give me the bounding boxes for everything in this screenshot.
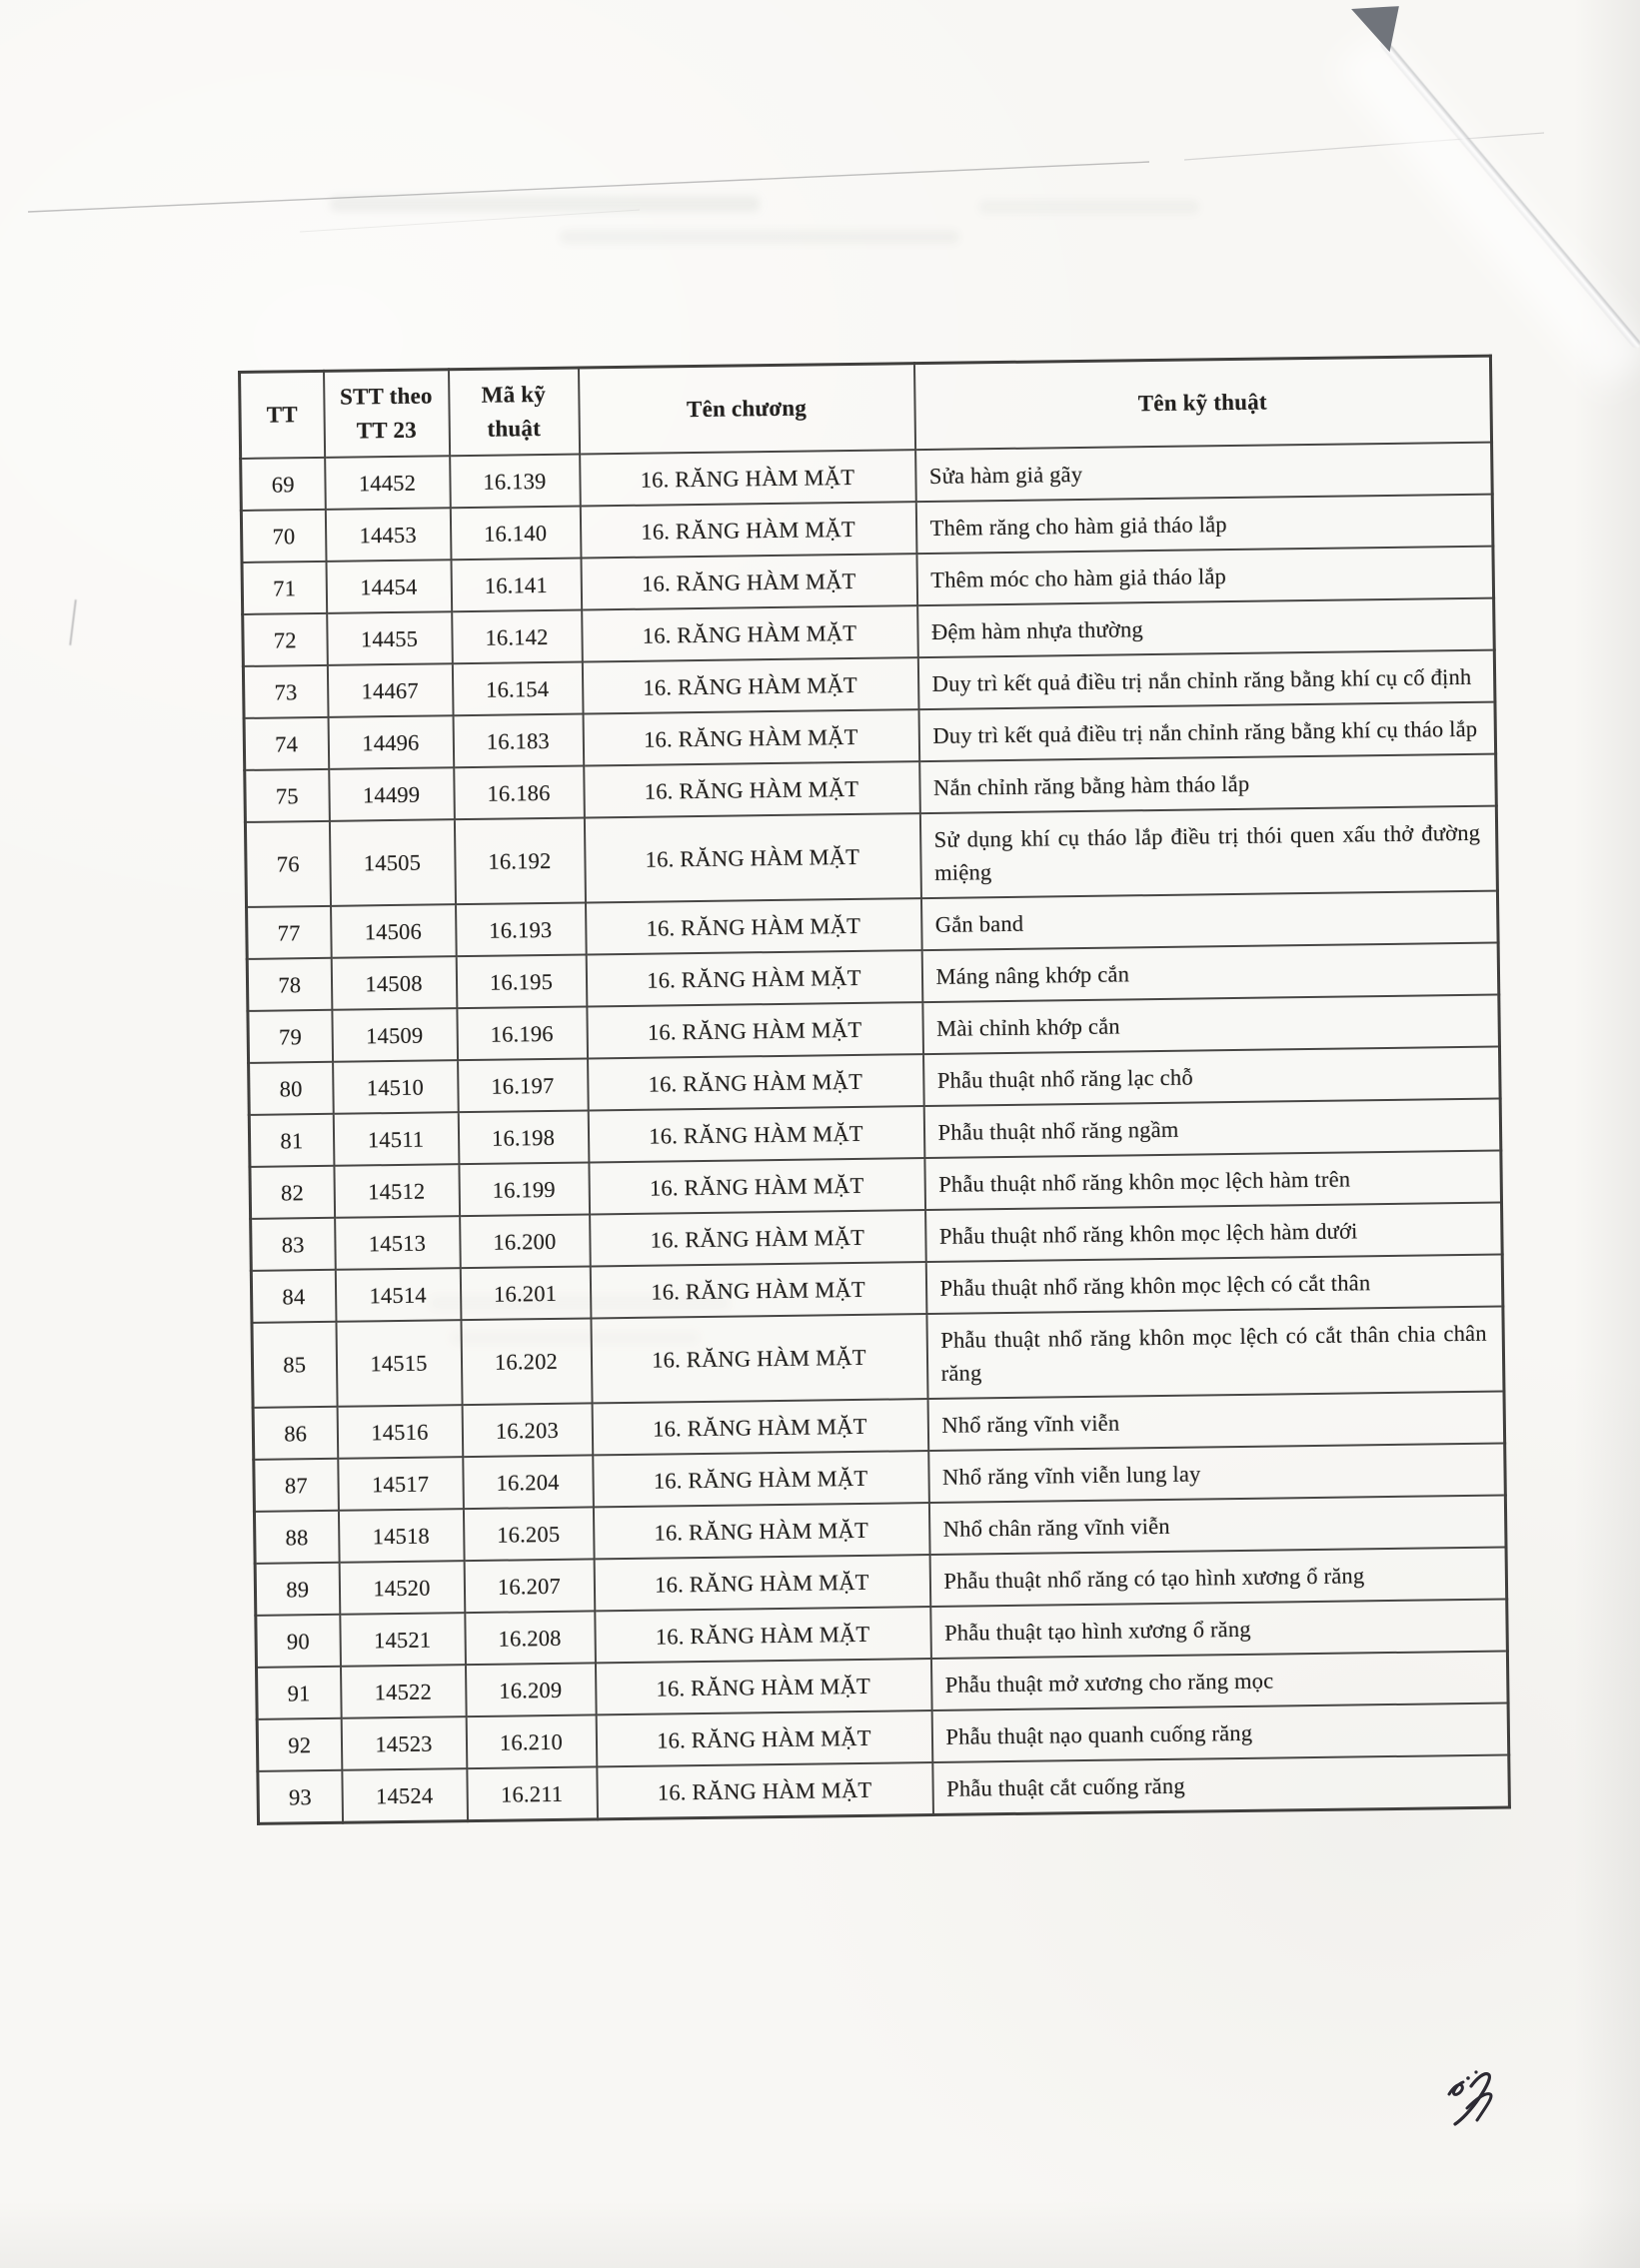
cell-stt-theo-tt23: 14516	[337, 1405, 463, 1459]
cell-ma-ky-thuat: 16.139	[450, 455, 581, 509]
cell-ten-ky-thuat: Phẫu thuật nạo quanh cuống răng	[931, 1702, 1509, 1762]
cell-stt-theo-tt23: 14455	[327, 611, 453, 665]
cell-tt: 74	[244, 717, 329, 770]
cell-ma-ky-thuat: 16.142	[452, 610, 583, 664]
cell-ma-ky-thuat: 16.196	[457, 1006, 588, 1060]
cell-stt-theo-tt23: 14505	[329, 819, 455, 906]
cell-ten-ky-thuat: Phẫu thuật nhổ răng khôn mọc lệch hàm trên	[924, 1151, 1502, 1211]
cell-tt: 72	[243, 613, 328, 666]
cell-ten-chuong: 16. RĂNG HÀM MẶT	[588, 1054, 924, 1110]
ghost-text-bleed	[979, 200, 1199, 214]
cell-ten-ky-thuat: Nhổ chân răng vĩnh viễn	[928, 1495, 1506, 1555]
cell-ten-ky-thuat: Nhổ răng vĩnh viễn lung lay	[928, 1443, 1506, 1503]
cell-ten-chuong: 16. RĂNG HÀM MẶT	[593, 1503, 929, 1559]
cell-tt: 76	[245, 821, 330, 907]
cell-ma-ky-thuat: 16.200	[460, 1214, 591, 1268]
cell-ma-ky-thuat: 16.205	[463, 1507, 594, 1561]
cell-stt-theo-tt23: 14523	[341, 1716, 467, 1770]
cell-stt-theo-tt23: 14522	[340, 1665, 466, 1718]
cell-ten-ky-thuat: Phẫu thuật mở xương cho răng mọc	[930, 1651, 1508, 1710]
cell-stt-theo-tt23: 14506	[331, 904, 457, 958]
cell-ten-chuong: 16. RĂNG HÀM MẶT	[580, 450, 916, 506]
cell-ma-ky-thuat: 16.209	[465, 1663, 596, 1716]
cell-ten-chuong: 16. RĂNG HÀM MẶT	[586, 950, 922, 1006]
cell-ma-ky-thuat: 16.198	[458, 1110, 589, 1164]
cell-ten-chuong: 16. RĂNG HÀM MẶT	[592, 1399, 928, 1455]
cell-ma-ky-thuat: 16.199	[459, 1162, 590, 1216]
cell-tt: 80	[249, 1062, 334, 1115]
cell-ten-ky-thuat: Thêm răng cho hàm giả tháo lắp	[915, 495, 1493, 555]
cell-ma-ky-thuat: 16.195	[456, 954, 587, 1008]
cell-tt: 87	[254, 1459, 339, 1512]
cell-ma-ky-thuat: 16.211	[467, 1766, 598, 1820]
cell-ten-ky-thuat: Phẫu thuật nhổ răng lạc chỗ	[923, 1047, 1501, 1107]
cell-ten-ky-thuat: Phẫu thuật nhổ răng khôn mọc lệch hàm dưới	[925, 1203, 1503, 1263]
cell-stt-theo-tt23: 14509	[332, 1008, 458, 1062]
table-row	[252, 1307, 1504, 1408]
cell-stt-theo-tt23: 14513	[335, 1216, 461, 1270]
cell-ma-ky-thuat: 16.183	[453, 714, 584, 768]
cell-ten-ky-thuat: Mài chỉnh khớp cắn	[922, 995, 1500, 1055]
cell-stt-theo-tt23: 14520	[339, 1561, 465, 1615]
cell-ten-ky-thuat: Phẫu thuật nhổ răng khôn mọc lệch có cắt thân chia chân răng	[926, 1307, 1504, 1400]
cell-ten-ky-thuat: Gắn band	[920, 891, 1498, 951]
cell-ten-ky-thuat: Sử dụng khí cụ tháo lắp điều trị thói quen xấu thở đường miệng	[919, 806, 1497, 899]
cell-stt-theo-tt23: 14517	[338, 1457, 464, 1511]
page-crease-line	[1378, 38, 1640, 350]
cell-stt-theo-tt23: 14524	[342, 1768, 468, 1822]
cell-tt: 75	[245, 769, 330, 822]
cell-ten-ky-thuat: Duy trì kết quả điều trị nắn chỉnh răng bằng khí cụ cố định	[917, 650, 1495, 710]
cell-tt: 70	[241, 510, 326, 563]
cell-stt-theo-tt23: 14454	[326, 560, 452, 613]
cell-ten-ky-thuat: Sửa hàm giả gãy	[915, 443, 1493, 503]
cell-tt: 77	[247, 906, 332, 959]
cell-ten-ky-thuat: Duy trì kết quả điều trị nắn chỉnh răng bằng khí cụ tháo lắp	[918, 702, 1496, 762]
cell-tt: 81	[249, 1114, 334, 1167]
cell-ten-chuong: 16. RĂNG HÀM MẶT	[583, 709, 919, 765]
cell-ten-chuong: 16. RĂNG HÀM MẶT	[591, 1314, 927, 1403]
cell-tt: 79	[248, 1010, 333, 1063]
cell-ten-chuong: 16. RĂNG HÀM MẶT	[596, 1710, 932, 1766]
cell-ten-ky-thuat: Phẫu thuật cắt cuống răng	[932, 1754, 1510, 1814]
cell-ma-ky-thuat: 16.154	[452, 662, 583, 716]
cell-ma-ky-thuat: 16.186	[454, 766, 585, 820]
cell-ten-ky-thuat: Nhổ răng vĩnh viễn	[927, 1392, 1505, 1452]
cell-ten-chuong: 16. RĂNG HÀM MẶT	[584, 761, 920, 817]
ghost-text-bleed	[560, 230, 959, 244]
cell-stt-theo-tt23: 14452	[325, 456, 451, 510]
cell-ma-ky-thuat: 16.204	[463, 1455, 594, 1509]
cell-ten-chuong: 16. RĂNG HÀM MẶT	[595, 1607, 931, 1663]
cell-tt: 91	[256, 1667, 341, 1719]
table-body	[241, 443, 1510, 1824]
cell-stt-theo-tt23: 14511	[333, 1112, 459, 1166]
cell-ten-chuong: 16. RĂNG HÀM MẶT	[588, 1106, 924, 1162]
cell-tt: 69	[241, 458, 326, 511]
header-ten-ky-thuat: Tên kỹ thuật	[913, 356, 1491, 450]
cell-ten-chuong: 16. RĂNG HÀM MẶT	[597, 1762, 933, 1819]
cell-ten-chuong: 16. RĂNG HÀM MẶT	[593, 1451, 929, 1507]
cell-ma-ky-thuat: 16.207	[464, 1559, 595, 1613]
cell-ten-ky-thuat: Phẫu thuật tạo hình xương ổ răng	[930, 1599, 1508, 1659]
cell-stt-theo-tt23: 14512	[334, 1164, 460, 1218]
cell-ma-ky-thuat: 16.141	[451, 559, 582, 612]
cell-ma-ky-thuat: 16.193	[456, 902, 587, 956]
cell-ten-chuong: 16. RĂNG HÀM MẶT	[587, 1002, 923, 1058]
cell-tt: 84	[251, 1270, 336, 1323]
cell-tt: 86	[253, 1407, 338, 1460]
cell-stt-theo-tt23: 14453	[325, 508, 451, 562]
header-row	[240, 356, 1492, 459]
cell-ten-ky-thuat: Phẫu thuật nhổ răng khôn mọc lệch có cắt thân	[925, 1255, 1503, 1315]
cell-ten-chuong: 16. RĂNG HÀM MẶT	[589, 1158, 925, 1214]
header-ma-ky-thuat: Mã kỹ thuật	[449, 368, 580, 456]
cell-ma-ky-thuat: 16.201	[460, 1266, 591, 1320]
cell-ten-chuong: 16. RĂNG HÀM MẶT	[590, 1262, 926, 1318]
cell-stt-theo-tt23: 14518	[338, 1509, 464, 1563]
cell-ten-chuong: 16. RĂNG HÀM MẶT	[595, 1659, 931, 1714]
procedure-table	[238, 355, 1511, 1825]
ghost-text-bleed	[330, 196, 760, 212]
page-crease-glow	[1333, 30, 1640, 390]
cell-ten-chuong: 16. RĂNG HÀM MẶT	[582, 657, 918, 713]
cell-tt: 88	[254, 1511, 339, 1564]
cell-ma-ky-thuat: 16.203	[462, 1403, 593, 1457]
cell-ten-ky-thuat: Đệm hàm nhựa thường	[917, 598, 1495, 658]
cell-ten-chuong: 16. RĂNG HÀM MẶT	[580, 502, 916, 558]
cell-ma-ky-thuat: 16.197	[458, 1058, 589, 1112]
cell-ten-chuong: 16. RĂNG HÀM MẶT	[581, 554, 917, 609]
table-row	[245, 806, 1497, 907]
cell-ten-ky-thuat: Nắn chỉnh răng bằng hàm tháo lắp	[919, 754, 1497, 814]
cell-ten-chuong: 16. RĂNG HÀM MẶT	[590, 1210, 926, 1266]
cell-ten-chuong: 16. RĂNG HÀM MẶT	[585, 898, 921, 954]
header-tt: TT	[240, 371, 325, 459]
cell-stt-theo-tt23: 14467	[327, 663, 453, 717]
cell-ma-ky-thuat: 16.140	[450, 507, 581, 561]
cell-stt-theo-tt23: 14499	[329, 767, 455, 821]
cell-ten-ky-thuat: Phẫu thuật nhổ răng có tạo hình xương ổ răng	[929, 1547, 1507, 1607]
header-stt-theo-tt23: STT theo TT 23	[324, 370, 450, 458]
cell-stt-theo-tt23: 14510	[333, 1060, 459, 1114]
header-ten-chuong: Tên chương	[578, 364, 914, 455]
cell-ten-chuong: 16. RĂNG HÀM MẶT	[594, 1555, 930, 1611]
cell-tt: 82	[250, 1166, 335, 1219]
cell-ma-ky-thuat: 16.192	[454, 818, 585, 905]
cell-stt-theo-tt23: 14514	[335, 1268, 461, 1322]
cell-tt: 89	[255, 1563, 340, 1616]
margin-mark	[69, 599, 77, 645]
cell-stt-theo-tt23: 14515	[336, 1320, 462, 1407]
table-header	[240, 356, 1492, 459]
cell-ma-ky-thuat: 16.202	[461, 1318, 592, 1405]
cell-tt: 92	[257, 1718, 342, 1771]
cell-tt: 90	[256, 1615, 341, 1668]
cell-ten-ky-thuat: Thêm móc cho hàm giả tháo lắp	[916, 547, 1494, 606]
cell-stt-theo-tt23: 14521	[340, 1613, 466, 1667]
cell-ten-ky-thuat: Phẫu thuật nhổ răng ngầm	[923, 1099, 1501, 1159]
cell-tt: 71	[242, 562, 327, 614]
cell-ten-chuong: 16. RĂNG HÀM MẶT	[582, 605, 918, 661]
cell-tt: 78	[247, 958, 332, 1011]
cell-ten-ky-thuat: Máng nâng khớp cắn	[921, 943, 1499, 1003]
cell-stt-theo-tt23: 14496	[328, 715, 454, 769]
cell-ma-ky-thuat: 16.208	[465, 1611, 596, 1665]
cell-tt: 83	[251, 1218, 336, 1271]
handwritten-initials	[1427, 2056, 1537, 2166]
cell-tt: 93	[258, 1770, 343, 1824]
cell-stt-theo-tt23: 14508	[331, 956, 457, 1010]
cell-ten-chuong: 16. RĂNG HÀM MẶT	[584, 813, 920, 902]
cell-ma-ky-thuat: 16.210	[466, 1714, 597, 1768]
cell-tt: 85	[252, 1322, 337, 1408]
cell-tt: 73	[243, 665, 328, 718]
